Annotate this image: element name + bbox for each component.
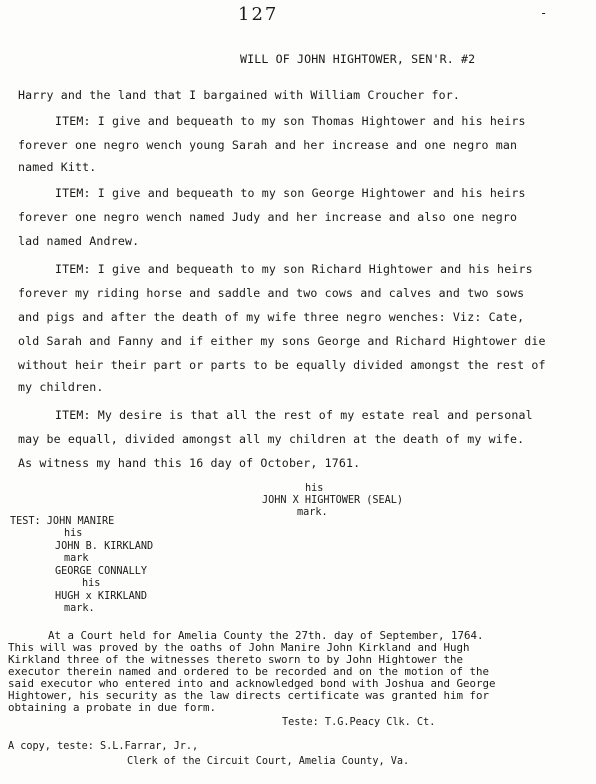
page-number: 127 <box>238 4 279 25</box>
copy-teste-line: A copy, teste: S.L.Farrar, Jr., <box>8 741 199 752</box>
witness-line: mark. <box>64 603 95 614</box>
court-line: executor therein named and ordered to be recorded and on the motion of the <box>8 665 490 678</box>
body-line: ITEM: I give and bequeath to my son Thomas Hightower and his heirs <box>55 114 526 128</box>
copy-clerk-line: Clerk of the Circuit Court, Amelia County, Va. <box>127 756 410 767</box>
signature-his: his <box>305 483 324 494</box>
body-line: Harry and the land that I bargained with William Croucher for. <box>18 88 461 102</box>
teste-clerk: Teste: T.G.Peacy Clk. Ct. <box>282 717 436 728</box>
court-line: Kirkland three of the witnesses thereto sworn to by John Hightower the <box>8 653 464 666</box>
witness-line: TEST: JOHN MANIRE <box>10 516 115 527</box>
court-line: This will was proved by the oaths of John Manire John Kirkland and Hugh <box>8 641 470 654</box>
court-line: said executor who entered into and acknowledged bond with Joshua and George <box>8 677 496 690</box>
corner-mark: - <box>540 6 548 20</box>
witness-line: his <box>64 528 83 539</box>
body-line: forever one negro wench named Judy and her increase and also one negro <box>18 210 518 224</box>
signature-mark: mark. <box>297 507 328 518</box>
body-line: without heir their part or parts to be equally divided amongst the rest of <box>18 358 546 372</box>
body-line: old Sarah and Fanny and if either my sons George and Richard Hightower die <box>18 334 546 348</box>
witness-line: mark <box>64 553 89 564</box>
body-line: named Kitt. <box>18 160 97 174</box>
body-line: forever one negro wench young Sarah and her increase and one negro man <box>18 138 518 152</box>
body-line: lad named Andrew. <box>18 234 140 248</box>
document-title: WILL OF JOHN HIGHTOWER, SEN'R. #2 <box>240 52 476 66</box>
body-line: ITEM: I give and bequeath to my son George Hightower and his heirs <box>55 186 526 200</box>
court-line: obtaining a probate in due form. <box>8 701 217 714</box>
body-line: ITEM: I give and bequeath to my son Richard Hightower and his heirs <box>55 262 533 276</box>
witness-line: GEORGE CONNALLY <box>55 566 148 577</box>
body-line: my children. <box>18 380 104 394</box>
witness-line: his <box>82 578 101 589</box>
witness-line: HUGH x KIRKLAND <box>55 591 148 602</box>
witness-line: JOHN B. KIRKLAND <box>55 541 154 552</box>
body-line: forever my riding horse and saddle and two cows and calves and two sows <box>18 286 525 300</box>
signature-name: JOHN X HIGHTOWER (SEAL) <box>262 495 404 506</box>
body-line: ITEM: My desire is that all the rest of my estate real and personal <box>55 408 533 422</box>
body-line: may be equall, divided amongst all my children at the death of my wife. <box>18 432 525 446</box>
body-line: As witness my hand this 16 day of October, 1761. <box>18 456 361 470</box>
body-line: and pigs and after the death of my wife three negro wenches: Viz: Cate, <box>18 310 525 324</box>
court-line: At a Court held for Amelia County the 27th. day of September, 1764. <box>48 629 484 642</box>
court-line: Hightower, his security as the law directs certificate was granted him for <box>8 689 490 702</box>
